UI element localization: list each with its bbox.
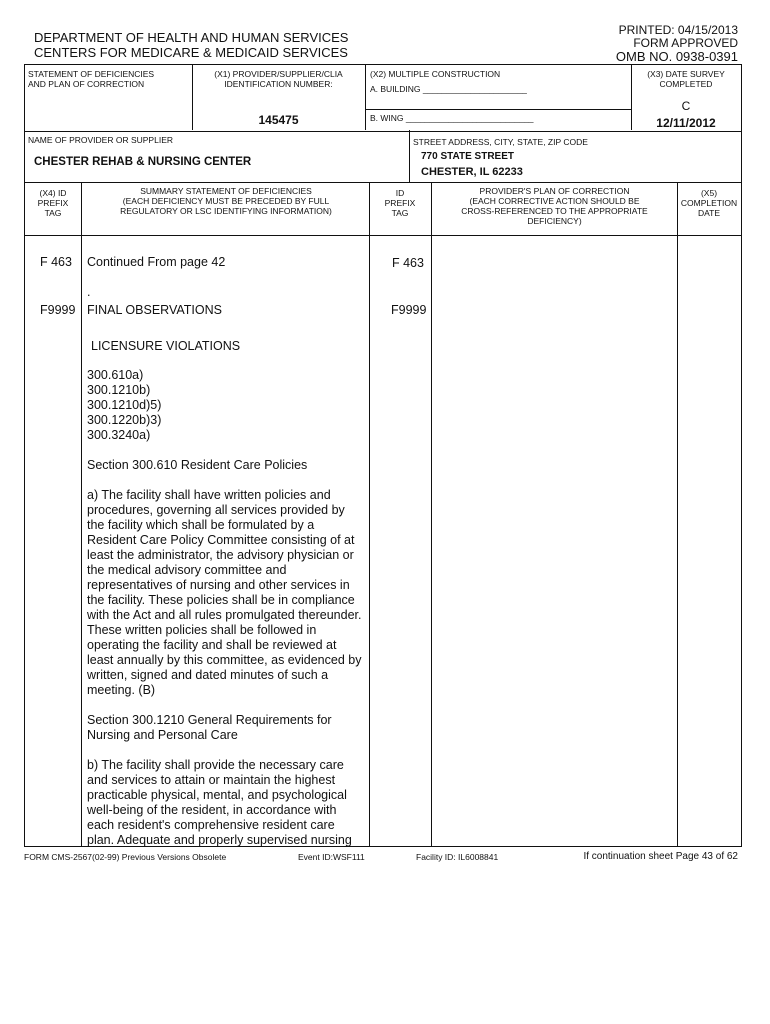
footer-form: FORM CMS-2567(02-99) Previous Versions Obsolete xyxy=(24,852,227,862)
provider-id: 145475 xyxy=(258,113,299,127)
street-address: 770 STATE STREET xyxy=(421,151,514,162)
address-label: STREET ADDRESS, CITY, STATE, ZIP CODE xyxy=(413,137,588,147)
survey-date: 12/11/2012 xyxy=(656,116,716,130)
city-state-zip: CHESTER, IL 62233 xyxy=(421,166,523,178)
continued-text: Continued From page 42 xyxy=(87,255,226,269)
statement-label: STATEMENT OF DEFICIENCIES AND PLAN OF CORRECTION xyxy=(28,69,155,89)
col-plan-header: PROVIDER'S PLAN OF CORRECTION (EACH CORRECTIVE ACTION SHOULD BE CROSS-REFERENCED TO THE APPROPRIATE DEFICIENCY) xyxy=(461,186,648,226)
survey-code: C xyxy=(681,99,691,113)
form-header-left xyxy=(34,30,348,60)
section-300-1210: Section 300.1210 General Requirements for Nursing and Personal Care xyxy=(87,713,332,742)
provider-name: CHESTER REHAB & NURSING CENTER xyxy=(34,156,252,168)
final-observations: FINAL OBSERVATIONS xyxy=(87,303,222,317)
deficiency-body xyxy=(87,368,369,848)
paragraph-a: a) The facility shall have written policies and procedures, governing all services provided by the facility which shall be formulated by a Resident Care Policy Committee consisting of at least the administrator, the advisory physician or the medical advisory committee and representatives of nursing and other services in the facility. These policies shall be in compliance with the Act and all rules promulgated thereunder. These written policies shall be followed in operating the facility and shall be reviewed at least annually by this committee, as evidenced by written, signed and dated minutes of such a meeting. (B) xyxy=(87,488,362,697)
department-title: DEPARTMENT OF HEALTH AND HUMAN SERVICES xyxy=(34,30,349,45)
tag-f9999-right: F9999 xyxy=(391,303,427,317)
x3-label: (X3) DATE SURVEY COMPLETED xyxy=(647,69,725,89)
x1-label: (X1) PROVIDER/SUPPLIER/CLIA IDENTIFICATION NUMBER: xyxy=(214,69,343,89)
building-label: A. BUILDING ______________________ xyxy=(370,84,527,94)
tag-f463-right: F 463 xyxy=(392,256,424,270)
form-approved: FORM APPROVED xyxy=(633,36,738,50)
paragraph-b: b) The facility shall provide the necessary care and services to attain or maintain the highest practicable physical, mental, and psychological well-being of the resident, in accordance with each resident's comprehensive resident care plan. Adequate and properly supervised nursing xyxy=(87,758,352,847)
col-x4-header: (X4) ID PREFIX TAG xyxy=(37,188,69,218)
footer-event: Event ID:WSF111 xyxy=(298,852,365,862)
tag-f463: F 463 xyxy=(40,255,72,269)
footer-facility: Facility ID: IL6008841 xyxy=(416,852,499,862)
wing-label: B. WING ___________________________ xyxy=(370,113,534,123)
tag-f9999: F9999 xyxy=(40,303,76,317)
omb-number: OMB NO. 0938-0391 xyxy=(615,49,738,64)
provider-name-label: NAME OF PROVIDER OR SUPPLIER xyxy=(28,135,173,145)
section-300-610: Section 300.610 Resident Care Policies xyxy=(87,458,308,472)
licensure-violations: LICENSURE VIOLATIONS xyxy=(91,339,241,353)
col-x5-header: (X5) COMPLETION DATE xyxy=(680,188,738,218)
col-id-header: ID PREFIX TAG xyxy=(384,188,416,218)
printed-date: PRINTED: 04/15/2013 xyxy=(618,23,738,37)
form-header-right xyxy=(616,24,738,63)
x2-label: (X2) MULTIPLE CONSTRUCTION xyxy=(370,69,501,79)
dot-text: . xyxy=(87,285,91,299)
col-summary-header: SUMMARY STATEMENT OF DEFICIENCIES (EACH DEFICIENCY MUST BE PRECEDED BY FULL REGULATORY OR LSC IDENTIFYING INFORMATION) xyxy=(120,186,332,216)
regulation-codes: 300.610a) 300.1210b) 300.1210d)5) 300.1220b)3) 300.3240a) xyxy=(87,368,162,442)
footer-page: If continuation sheet Page 43 of 62 xyxy=(583,851,738,862)
centers-title: CENTERS FOR MEDICARE & MEDICAID SERVICES xyxy=(34,45,348,60)
